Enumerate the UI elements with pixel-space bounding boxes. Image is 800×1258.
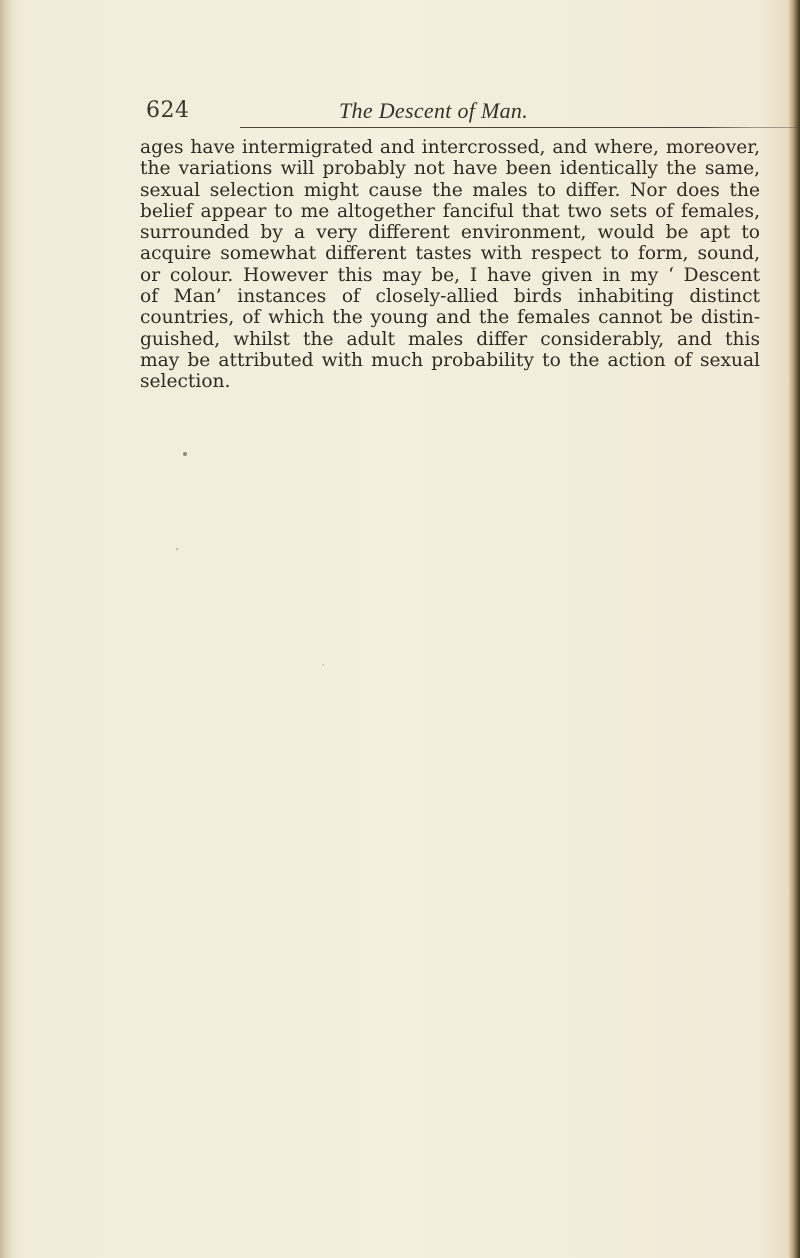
text-line: guished, whilst the adult males differ considerably, and this (140, 328, 760, 350)
text-line: or colour. However this may be, I have given in my ‘ Descent (140, 264, 760, 286)
text-line: may be attributed with much probability to the action of sexual (140, 349, 760, 371)
text-line: belief appear to me altogether fanciful that two sets of females, (140, 200, 760, 222)
text-line: ages have intermigrated and intercrossed, and where, moreover, (140, 137, 760, 158)
ink-speck (322, 664, 324, 666)
text-line: selection. (140, 371, 231, 393)
text-line: of Man’ instances of closely-allied birds inhabiting distinct (140, 286, 760, 308)
binding-shadow (0, 0, 14, 1258)
text-line: sexual selection might cause the males to differ. Nor does the (140, 179, 760, 201)
text-line: surrounded by a very different environment, would be apt to (140, 222, 760, 244)
running-title: The Descent of Man. (339, 98, 528, 123)
text-line: countries, of which the young and the females cannot be distin- (140, 307, 760, 329)
text-line: the variations will probably not have been identically the same, (140, 158, 760, 180)
header-rule (240, 127, 800, 128)
paragraph (140, 137, 770, 393)
text-line: acquire somewhat different tastes with respect to form, sound, (140, 243, 760, 265)
ink-speck (183, 452, 187, 456)
ink-speck (176, 548, 178, 550)
page-number: 624 (146, 98, 190, 123)
page-edge (788, 0, 800, 1258)
page-header (146, 98, 746, 134)
